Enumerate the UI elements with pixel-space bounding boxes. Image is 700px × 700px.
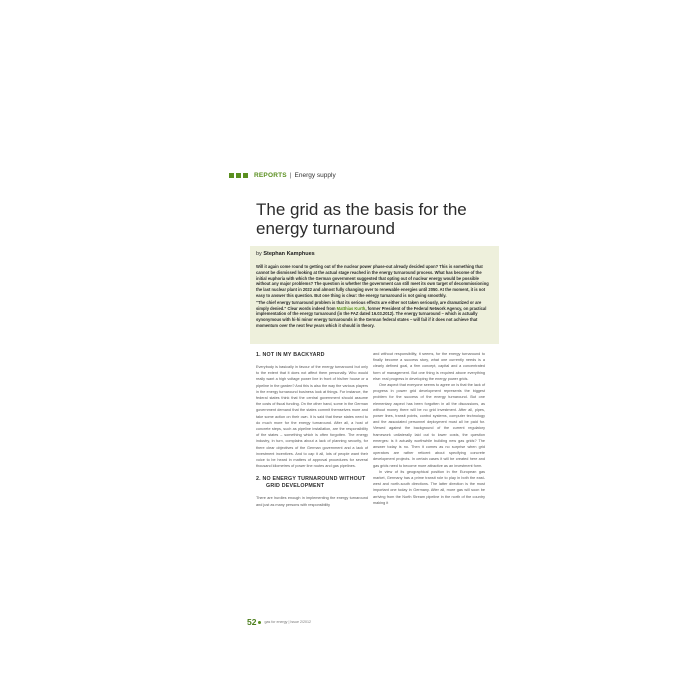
byline-author: Stephan Kamphues (263, 251, 315, 257)
page-footer (247, 617, 311, 627)
body-paragraph: In view of its geographical position in the European gas market, Germany has a prime transit role to play in both the east-west and north-south directions. The latter direction is the most important one today in Germany. After all, more gas will soon be arriving from the North Stream pipeline in the north of the country making it (373, 469, 485, 505)
lead-quote-end: , former President of the Federal Network Agency, on practical implementation of the energy turnaround (in the FAZ dated 16.03.2012). The energy turnaround – which is actually synonymous with hi-hi minor energy turnarounds in the German federal states – will fail if it does not achieve that momentum over the next few years which it should in theory. (256, 305, 487, 328)
subheading-2-line-2: GRID DEVELOPMENT (266, 483, 325, 490)
header-square-icon (229, 173, 234, 178)
body-paragraph: and without responsibility, it seems, for the energy turnaround to finally become a success story, what one currently needs is a clearly defined goal, a firm concept, capital and a concentrated form of management. But one thing is required above everything else: real progress in developing the energy power grids. (373, 352, 485, 381)
byline (256, 251, 315, 257)
header-square-icon (236, 173, 241, 178)
subheading-1: 1. NOT IN MY BACKYARD (256, 352, 325, 358)
header-square-icon (243, 173, 248, 178)
lead-paragraph-1: Will it again come round to getting out of the nuclear power phase-out already decided upon? This is something that cannot be dismissed looking at the actual stage reached in the energy turnaround process. What has become of the initial euphoria with which the German government suggested that opting out of nuclear energy would be possible without any major problems? The question is whether the government can still meet its own target of decommissioning the last nuclear plant in 2022 and almost fully changing over to renewable energies until 2050. At the moment, it is not easy to answer this question. But one thing is clear: the energy turnaround is not going smoothly. (256, 264, 489, 298)
lead-quote-start: "The chief energy turnaround problem is that its serious effects are either not taken seriously, are dramatized or are simply denied." Clear words indeed from (256, 299, 482, 311)
body-paragraph: Everybody is basically in favour of the energy turnaround but only to the extent that it does not affect them personally. Who would really want a high voltage power line in front of his/her house or a pipeline in the garden? And this is also the way the various players in the energy turnaround business look at things. For instance, the federal states think that the central government should assume the costs of fiscal funding. On the other hand, some in the German government demand that the states commit themselves more and take some action on their own. It is said that these states need to do much more for the energy turnaround. After all, a host of concrete steps, such as pipeline installation, are the responsibility of the states – something which is often forgotten. The energy industry, in turn, complains about a lack of planning security, for there clear objectives of the German government and a lack of investment incentives. And to cap it all, lots of people want their voice to be heard in matters of approval procedures for several thousand kilometres of power line routes and gas pipelines. (256, 365, 368, 469)
article-title: The grid as the basis for the energy turnaround (256, 200, 467, 238)
body-paragraph: One aspect that everyone seems to agree on is that the lack of progress in power grid development represents the biggest problem for the success of the energy turnaround. But one elementary aspect has been forgotten in all the discussions, as without money there will be no grid investment. After all, pipes, power lines, transit points, control systems, computer technology and the associated personnel deployment must all be paid for. Viewed against the background of the current regulatory framework unilaterally laid out to lower costs, the question emerges: is it actually worthwhile building new gas grids? The answer today is no. Then it comes as no surprise when grid operators are rather reticent about specifying concrete development projects. In certain cases it will be created here and gas grids need to become more attractive as an investment form. (373, 383, 485, 468)
subheading-2-line-1: 2. NO ENERGY TURNAROUND WITHOUT (256, 476, 366, 483)
body-column-right (373, 351, 485, 506)
journal-name: gas for energy | Issue 2/2012 (264, 620, 311, 624)
subheading-2 (256, 476, 368, 490)
lead-text (256, 264, 493, 330)
body-column-left (256, 352, 368, 508)
lead-paragraph-2 (256, 300, 493, 329)
footer-dot-icon (258, 621, 261, 624)
byline-prefix: by (256, 251, 262, 257)
header-separator: | (289, 171, 292, 179)
page-number: 52 (247, 617, 257, 627)
section-header (229, 170, 336, 180)
body-paragraph: There are hurdles enough in implementing the energy turnaround and just as many persons with responsibility (256, 496, 368, 507)
topic-label: Energy supply (294, 171, 336, 179)
section-label: REPORTS (254, 171, 287, 179)
lead-person-link[interactable]: Matthias Kurth (336, 305, 366, 311)
